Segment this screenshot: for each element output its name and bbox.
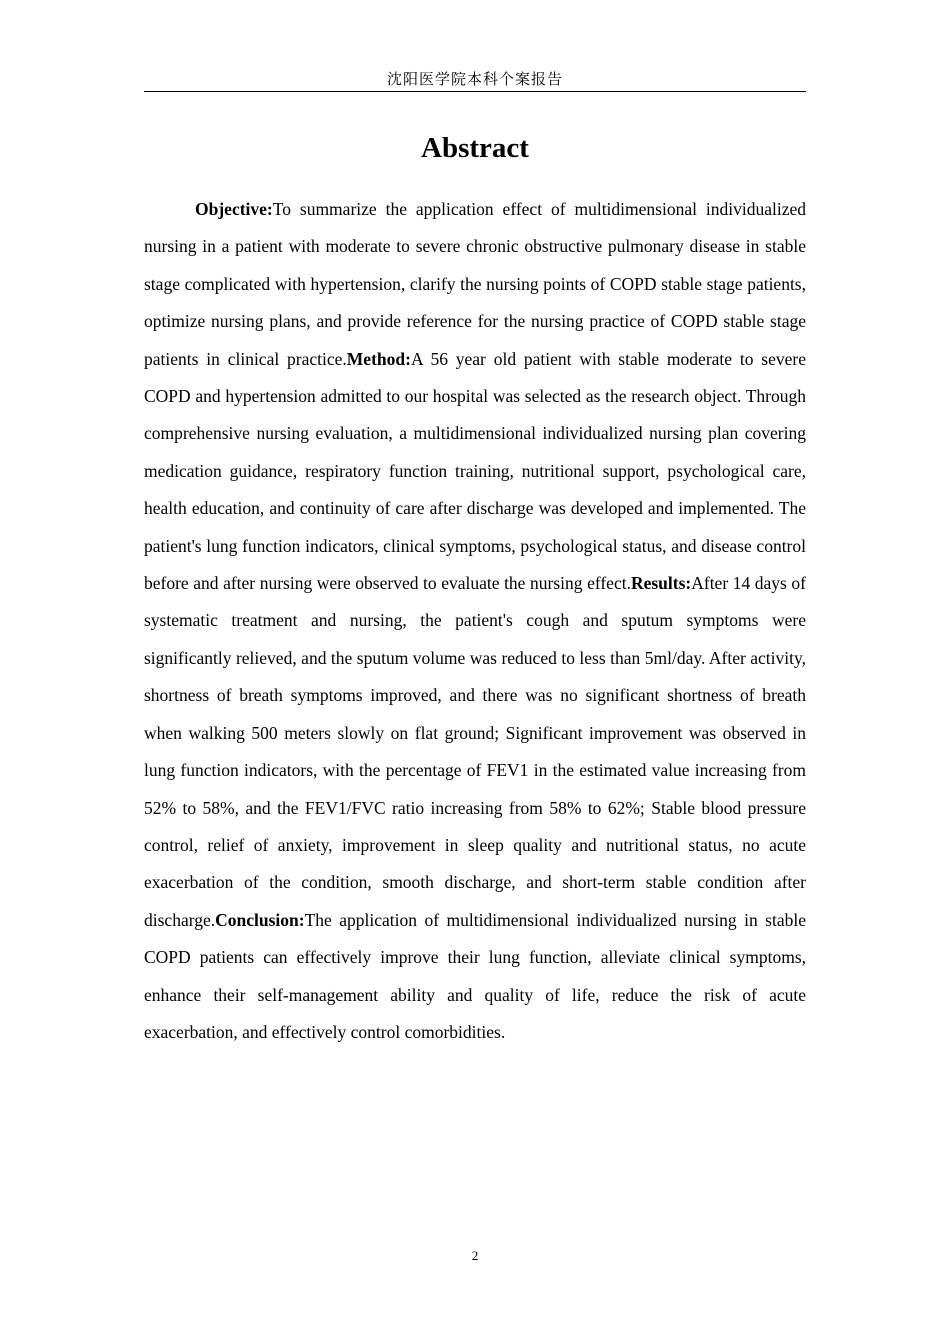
header-title: 沈阳医学院本科个案报告 (386, 70, 563, 88)
objective-text: To summarize the application effect of multidimensional individualized nursing in a patient with moderate to severe chronic obstructive pulmonary disease in stable stage complicated with hypertension, clarify the nursing points of COPD stable stage patients, optimize nursing plans, and provide reference for the nursing practice of COPD stable stage patients in clinical practice. (144, 199, 806, 369)
abstract-paragraph (144, 191, 806, 1051)
conclusion-label: Conclusion: (215, 909, 305, 930)
method-text: A 56 year old patient with stable moderate to severe COPD and hypertension admitted to our hospital was selected as the research object. Through comprehensive nursing evaluation, a multidimensional individualized nursing plan covering medication guidance, respiratory function training, nutritional support, psychological care, health education, and continuity of care after discharge was developed and implemented. The patient's lung function indicators, clinical symptoms, psychological status, and disease control before and after nursing were observed to evaluate the nursing effect. (144, 348, 806, 594)
page-header (144, 68, 806, 92)
results-label: Results: (630, 573, 692, 594)
objective-label: Objective: (195, 199, 273, 219)
method-label: Method: (346, 348, 411, 369)
conclusion-text: The application of multidimensional individualized nursing in stable COPD patients can effectively improve their lung function, alleviate clinical symptoms, enhance their self-management ability and quality of life, reduce the risk of acute exacerbation, and effectively control comorbidities. (144, 909, 806, 1042)
results-text: After 14 days of systematic treatment and nursing, the patient's cough and sputum symptoms were significantly relieved, and the sputum volume was reduced to less than 5ml/day. After activity, shortness of breath symptoms improved, and there was no significant shortness of breath when walking 500 meters slowly on flat ground; Significant improvement was observed in lung function indicators, with the percentage of FEV1 in the estimated value increasing from 52% to 58%, and the FEV1/FVC ratio increasing from 58% to 62%; Stable blood pressure control, relief of anxiety, improvement in sleep quality and nutritional status, no acute exacerbation of the condition, smooth discharge, and short-term stable condition after discharge. (144, 573, 806, 930)
page-number: 2 (471, 1248, 479, 1263)
abstract-heading: Abstract (421, 132, 529, 164)
